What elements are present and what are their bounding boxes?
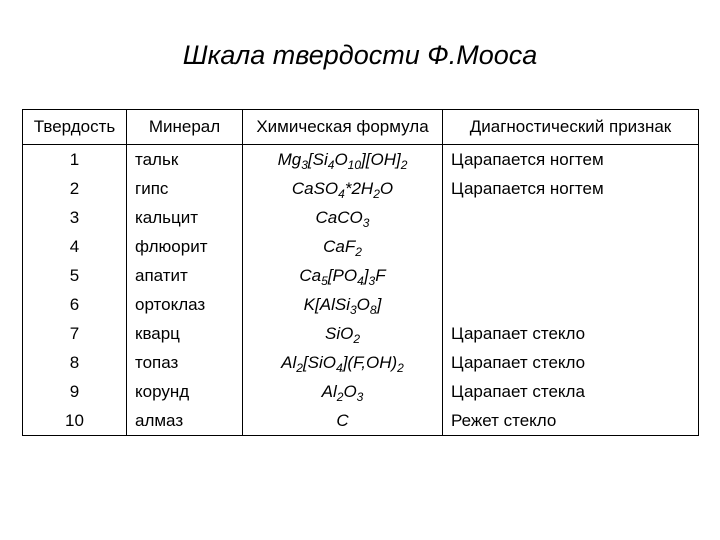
formula-subscript: 4 (327, 157, 335, 172)
header-formula: Химическая формула (243, 110, 443, 145)
formula-text: CaCO (315, 207, 363, 227)
cell-mineral: кварц (127, 319, 243, 348)
formula-text: ](F,OH) (342, 352, 398, 372)
formula-subscript: 3 (368, 273, 376, 288)
formula-text: Al (321, 381, 337, 401)
formula-text: O (334, 149, 348, 169)
table-row (23, 377, 699, 406)
formula-text: O (356, 294, 370, 314)
cell-mineral: флюорит (127, 232, 243, 261)
cell-diagnostic-sign: Царапается ногтем (451, 149, 604, 169)
cell-diagnostic-sign: Царапает стекло (451, 323, 586, 343)
formula-subscript: 2 (373, 186, 380, 201)
table-row (23, 348, 699, 377)
header-hardness: Твердость (23, 110, 127, 145)
cell-mineral: корунд (127, 377, 243, 406)
formula-text: K[AlSi (303, 294, 350, 314)
cell-diagnostic-sign: Царапает стекла (451, 381, 585, 401)
formula-subscript: 4 (336, 360, 343, 375)
cell-diagnostic-sign (443, 261, 699, 290)
formula-text: Al (281, 352, 297, 372)
formula-text: [SiO (302, 352, 337, 372)
formula-subscript: 4 (338, 186, 345, 201)
formula-subscript: 5 (321, 273, 328, 288)
cell-formula (243, 290, 443, 319)
formula-text: CaSO (291, 178, 339, 198)
formula-subscript: 4 (357, 273, 364, 288)
table-row (23, 319, 699, 348)
cell-hardness: 3 (23, 203, 127, 232)
cell-formula (243, 174, 443, 203)
formula-subscript: 2 (296, 360, 303, 375)
cell-hardness: 2 (23, 174, 127, 203)
header-mineral: Минерал (127, 110, 243, 145)
table-row (23, 203, 699, 232)
table-row (23, 145, 699, 175)
cell-diagnostic-sign: Царапает стекло (451, 352, 586, 372)
formula-subscript: 2 (353, 331, 361, 346)
cell-hardness: 10 (23, 406, 127, 436)
table-row (23, 174, 699, 203)
page-title: Шкала твердости Ф.Мооса (182, 40, 538, 70)
table-body (23, 145, 699, 436)
formula-subscript: 3 (356, 389, 364, 404)
cell-mineral: тальк (127, 145, 243, 175)
formula-subscript: 10 (347, 157, 362, 172)
cell-diagnostic-sign (443, 290, 699, 319)
table-row (23, 406, 699, 436)
cell-mineral: гипс (127, 174, 243, 203)
cell-formula (243, 377, 443, 406)
formula-text: O (379, 178, 394, 198)
cell-diagnostic-sign: Царапается ногтем (451, 178, 604, 198)
cell-formula (243, 261, 443, 290)
cell-mineral: алмаз (127, 406, 243, 436)
cell-hardness: 9 (23, 377, 127, 406)
cell-hardness: 7 (23, 319, 127, 348)
formula-text: Mg (277, 149, 302, 169)
formula-subscript: 3 (349, 302, 357, 317)
cell-diagnostic-sign: Режет стекло (451, 410, 557, 430)
formula-subscript: 2 (336, 389, 344, 404)
formula-text: CaF (323, 236, 356, 256)
cell-hardness: 5 (23, 261, 127, 290)
formula-subscript: 8 (369, 302, 377, 317)
mohs-hardness-table (22, 109, 699, 436)
table-row (23, 261, 699, 290)
table-row (23, 232, 699, 261)
formula-subscript: 3 (362, 215, 370, 230)
formula-text: F (375, 265, 386, 285)
formula-text: *2H (344, 178, 374, 198)
formula-text: ] (376, 294, 382, 314)
formula-text: [PO (327, 265, 358, 285)
cell-formula (243, 348, 443, 377)
cell-formula (243, 145, 443, 175)
cell-hardness: 1 (23, 145, 127, 175)
cell-mineral: кальцит (127, 203, 243, 232)
cell-hardness: 4 (23, 232, 127, 261)
cell-hardness: 6 (23, 290, 127, 319)
formula-subscript: 2 (400, 157, 408, 172)
formula-text: Ca (299, 265, 322, 285)
formula-text: ] (363, 265, 369, 285)
cell-mineral: ортоклаз (127, 290, 243, 319)
table-row (23, 290, 699, 319)
formula-subscript: 3 (301, 157, 308, 172)
cell-hardness: 8 (23, 348, 127, 377)
formula-text: [Si (307, 149, 328, 169)
formula-text: ][OH] (361, 149, 401, 169)
formula-text: O (343, 381, 357, 401)
cell-formula (243, 232, 443, 261)
formula-text: SiO (324, 323, 354, 343)
table-header-row (23, 110, 699, 145)
cell-mineral: апатит (127, 261, 243, 290)
cell-diagnostic-sign (443, 232, 699, 261)
cell-formula (243, 203, 443, 232)
cell-formula (243, 319, 443, 348)
cell-diagnostic-sign (443, 203, 699, 232)
formula-text: C (336, 410, 349, 430)
formula-subscript: 2 (355, 244, 362, 259)
header-diagnostic-sign: Диагностический признак (443, 110, 699, 145)
cell-formula (243, 406, 443, 436)
formula-subscript: 2 (397, 360, 404, 375)
cell-mineral: топаз (127, 348, 243, 377)
